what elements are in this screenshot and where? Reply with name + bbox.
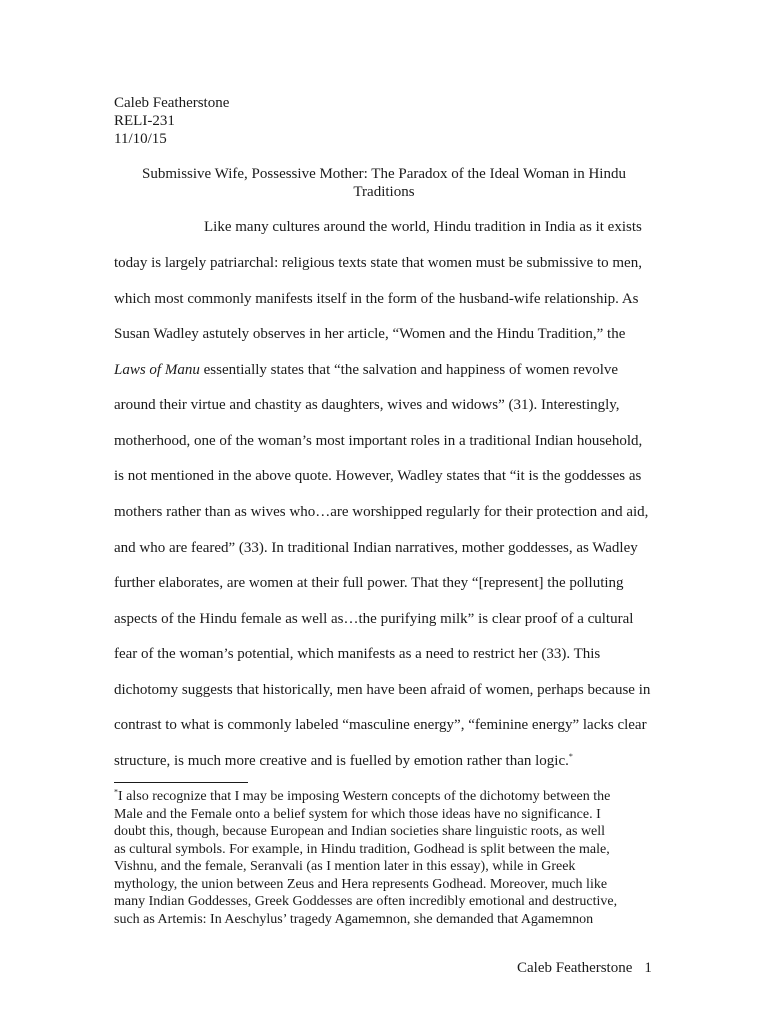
body-line: dichotomy suggests that historically, men have been afraid of women, perhaps because in (114, 682, 651, 698)
body-line: mothers rather than as wives who…are worshipped regularly for their protection and aid, (114, 504, 649, 520)
body-line: motherhood, one of the woman’s most important roles in a traditional Indian household, (114, 433, 643, 449)
footnote-marker: * (114, 787, 118, 797)
footnote-line (114, 788, 654, 806)
body-line: and who are feared” (33). In traditional Indian narratives, mother goddesses, as Wadley (114, 540, 638, 556)
footnote-reference[interactable]: * (568, 752, 573, 761)
footnote-divider (114, 782, 248, 783)
footnote-line: Vishnu, and the female, Seranvali (as I mention later in this essay), while in Greek (114, 859, 576, 874)
essay-title (114, 165, 654, 201)
footer-author: Caleb Featherstone (517, 960, 633, 976)
body-line: which most commonly manifests itself in the form of the husband-wife relationship. As (114, 291, 639, 307)
body-line: today is largely patriarchal: religious texts state that women must be submissive to men, (114, 255, 642, 271)
footnote-line-text: I also recognize that I may be imposing Western concepts of the dichotomy between the (118, 789, 611, 804)
date: 11/10/15 (114, 131, 167, 147)
book-title: Laws of Manu (114, 362, 200, 378)
footnote-line: mythology, the union between Zeus and Hera represents Godhead. Moreover, much like (114, 876, 608, 892)
page-number: 1 (644, 960, 652, 976)
footnote (114, 788, 654, 928)
body-line (114, 361, 618, 379)
footnote-line: doubt this, though, because European and Indian societies share linguistic roots, as well (114, 824, 606, 839)
body-line: is not mentioned in the above quote. However, Wadley states that “it is the goddesses as (114, 468, 642, 484)
footnote-line: as cultural symbols. For example, in Hindu tradition, Godhead is split between the male, (114, 841, 610, 857)
body-line: further elaborates, are women at their full power. That they “[represent] the polluting (114, 575, 624, 591)
heading-block (114, 94, 229, 148)
title-line-2: Traditions (353, 184, 415, 200)
body-line: Like many cultures around the world, Hindu tradition in India as it exists (204, 219, 642, 235)
course-code: RELI-231 (114, 113, 175, 129)
body-line: fear of the woman’s potential, which manifests as a need to restrict her (33). This (114, 646, 601, 662)
body-line: Susan Wadley astutely observes in her article, “Women and the Hindu Tradition,” the (114, 326, 626, 342)
title-line-1: Submissive Wife, Possessive Mother: The Paradox of the Ideal Woman in Hindu (142, 166, 626, 182)
body-line-rest: essentially states that “the salvation and happiness of women revolve (199, 362, 619, 378)
footnote-line: such as Artemis: In Aeschylus’ tragedy Agamemnon, she demanded that Agamemnon (114, 911, 594, 927)
body-line-text: structure, is much more creative and is fuelled by emotion rather than logic. (114, 753, 569, 769)
footnote-line: Male and the Female onto a belief system for which those ideas have no significance. I (114, 806, 601, 822)
body-line: aspects of the Hindu female as well as…the purifying milk” is clear proof of a cultural (114, 611, 634, 627)
author-name: Caleb Featherstone (114, 95, 230, 111)
page-footer (517, 960, 652, 977)
body-line: contrast to what is commonly labeled “masculine energy”, “feminine energy” lacks clear (114, 717, 647, 733)
body-line: around their virtue and chastity as daughters, wives and widows” (31). Interestingly, (114, 397, 620, 413)
footnote-line: many Indian Goddesses, Greek Goddesses are often incredibly emotional and destructive, (114, 894, 618, 909)
body-line (114, 752, 573, 770)
